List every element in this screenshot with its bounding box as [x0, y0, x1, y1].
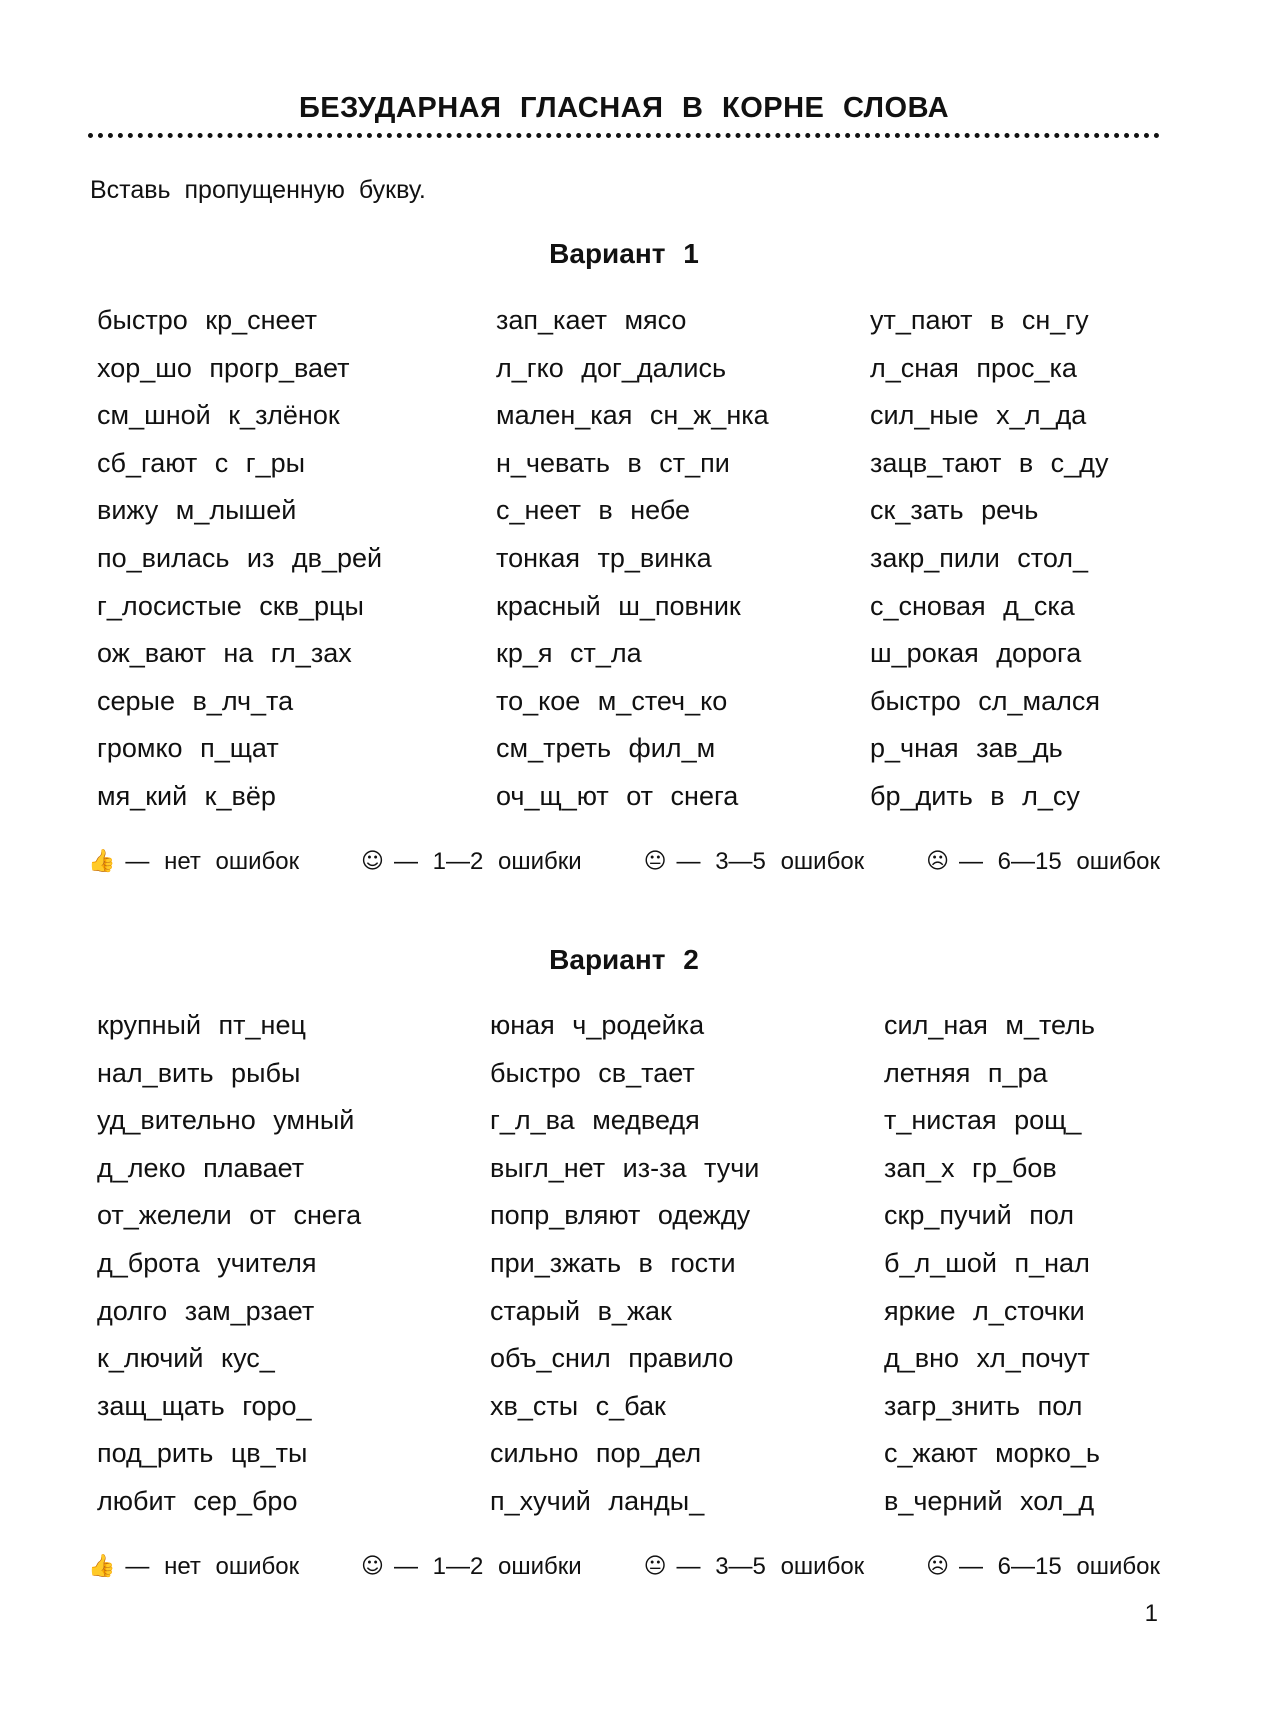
legend-item: [361, 1553, 582, 1581]
exercise-phrase: хор_шо прогр_вает: [97, 352, 350, 383]
variant-2-score-legend: [88, 1550, 1160, 1584]
exercise-phrase: кр_я ст_ла: [496, 638, 642, 669]
exercise-phrase: быстро кр_снеет: [97, 305, 318, 335]
exercise-phrase: г_лосистые скв_рцы: [97, 590, 364, 621]
sad-face-icon: ☹: [926, 849, 950, 874]
exercise-phrase: зап_х гр_бов: [884, 1152, 1057, 1183]
page-title: БЕЗУДАРНАЯ ГЛАСНАЯ В КОРНЕ СЛОВА: [298, 92, 950, 124]
exercise-phrase: объ_снил правило: [490, 1343, 734, 1374]
exercise-phrase: н_чевать в ст_пи: [496, 447, 730, 478]
exercise-phrase: сил_ные х_л_да: [870, 400, 1087, 431]
exercise-phrase: быстро св_тает: [490, 1057, 695, 1088]
exercise-phrase: яркие л_сточки: [884, 1295, 1085, 1326]
neutral-face-icon: 😐: [643, 1554, 667, 1579]
variant-2-column-1: [97, 1002, 361, 1526]
legend-text: — 3—5 ошибок: [676, 1553, 865, 1580]
legend-item: [88, 848, 299, 876]
exercise-phrase: тонкая тр_винка: [496, 542, 712, 573]
exercise-phrase: от_желели от снега: [97, 1200, 362, 1231]
legend-item: [926, 1553, 1160, 1581]
variant-2-column-2: [490, 1002, 759, 1526]
exercise-phrase: см_треть фил_м: [496, 733, 716, 764]
exercise-phrase: скр_пучий пол: [884, 1200, 1074, 1231]
exercise-phrase: т_нистая рощ_: [884, 1105, 1082, 1136]
exercise-phrase: к_лючий кус_: [97, 1343, 275, 1374]
legend-text: — нет ошибок: [125, 848, 300, 875]
exercise-phrase: с_жают морко_ь: [884, 1438, 1100, 1469]
exercise-phrase: закр_пили стол_: [870, 542, 1089, 573]
exercise-phrase: ож_вают на гл_зах: [97, 638, 352, 669]
exercise-phrase: с_неет в небе: [496, 495, 691, 526]
exercise-instruction: Вставь пропущенную букву.: [90, 176, 426, 204]
exercise-phrase: хв_сты с_бак: [490, 1390, 666, 1421]
exercise-phrase: п_хучий ланды_: [490, 1485, 705, 1516]
exercise-phrase: под_рить цв_ты: [97, 1438, 308, 1469]
exercise-phrase: д_брота учителя: [97, 1247, 317, 1278]
exercise-phrase: ш_рокая дорога: [870, 638, 1082, 669]
sad-face-icon: ☹: [926, 1554, 950, 1579]
legend-text: — 1—2 ошибки: [393, 1553, 582, 1580]
legend-item: [361, 848, 582, 876]
legend-item: [644, 848, 865, 876]
exercise-phrase: сильно пор_дел: [490, 1438, 702, 1469]
exercise-phrase: л_сная прос_ка: [870, 352, 1077, 383]
variant-1-column-2: [496, 297, 769, 821]
legend-text: — 6—15 ошибок: [959, 848, 1160, 875]
exercise-phrase: защ_щать горо_: [97, 1390, 312, 1421]
legend-text: — 6—15 ошибок: [959, 1553, 1160, 1580]
exercise-phrase: см_шной к_злёнок: [97, 400, 340, 431]
smiling-face-icon: ☺: [361, 1554, 384, 1579]
neutral-face-icon: 😐: [643, 849, 667, 874]
variant-2-heading: Вариант 2: [549, 944, 699, 975]
exercise-phrase: красный ш_повник: [496, 590, 741, 621]
variant-1-column-1: [97, 297, 382, 821]
smiling-face-icon: ☺: [361, 849, 384, 874]
exercise-phrase: оч_щ_ют от снега: [496, 780, 739, 811]
exercise-phrase: зап_кает мясо: [496, 305, 687, 335]
exercise-phrase: сил_ная м_тель: [884, 1010, 1095, 1040]
variant-1-column-3: [870, 297, 1108, 821]
exercise-phrase: сб_гают с г_ры: [97, 447, 306, 478]
exercise-phrase: громко п_щат: [97, 733, 279, 764]
exercise-phrase: л_гко дог_дались: [496, 352, 727, 383]
variant-2-column-3: [884, 1002, 1100, 1526]
exercise-phrase: попр_вляют одежду: [490, 1200, 751, 1231]
exercise-phrase: бр_дить в л_су: [870, 780, 1080, 811]
exercise-phrase: р_чная зав_дь: [870, 733, 1063, 764]
exercise-phrase: то_кое м_стеч_ко: [496, 685, 728, 716]
exercise-phrase: при_зжать в гости: [490, 1247, 736, 1278]
legend-text: — 3—5 ошибок: [676, 848, 865, 875]
exercise-phrase: серые в_лч_та: [97, 685, 294, 716]
exercise-phrase: любит сер_бро: [97, 1485, 298, 1516]
exercise-phrase: выгл_нет из-за тучи: [490, 1152, 760, 1183]
exercise-phrase: долго зам_рзает: [97, 1295, 315, 1326]
page-number: 1: [1144, 1600, 1158, 1627]
exercise-phrase: загр_знить пол: [884, 1390, 1083, 1421]
dotted-divider: [88, 133, 1160, 138]
exercise-phrase: мален_кая сн_ж_нка: [496, 400, 769, 431]
legend-item: [88, 1553, 299, 1581]
legend-text: — 1—2 ошибки: [393, 848, 582, 875]
variant-1-heading: Вариант 1: [549, 238, 699, 269]
thumbs-up-icon: 👍: [88, 849, 116, 874]
exercise-phrase: ск_зать речь: [870, 495, 1039, 526]
exercise-phrase: д_вно хл_почут: [884, 1343, 1090, 1374]
exercise-phrase: нал_вить рыбы: [97, 1057, 301, 1088]
exercise-phrase: д_леко плавает: [97, 1152, 305, 1183]
exercise-phrase: быстро сл_мался: [870, 685, 1100, 716]
exercise-phrase: юная ч_родейка: [490, 1010, 705, 1040]
exercise-phrase: мя_кий к_вёр: [97, 780, 276, 811]
exercise-phrase: вижу м_лышей: [97, 495, 297, 526]
legend-text: — нет ошибок: [125, 1553, 300, 1580]
exercise-phrase: зацв_тают в с_ду: [870, 447, 1109, 478]
exercise-phrase: в_черний хол_д: [884, 1485, 1095, 1516]
exercise-phrase: г_л_ва медведя: [490, 1105, 700, 1136]
exercise-phrase: по_вилась из дв_рей: [97, 542, 383, 573]
exercise-phrase: с_сновая д_ска: [870, 590, 1075, 621]
exercise-phrase: уд_вительно умный: [97, 1105, 355, 1136]
exercise-phrase: летняя п_ра: [884, 1057, 1048, 1088]
exercise-phrase: ут_пают в сн_гу: [870, 305, 1089, 335]
legend-item: [644, 1553, 865, 1581]
exercise-phrase: крупный пт_нец: [97, 1010, 306, 1040]
thumbs-up-icon: 👍: [88, 1554, 116, 1579]
exercise-phrase: б_л_шой п_нал: [884, 1247, 1090, 1278]
exercise-phrase: старый в_жак: [490, 1295, 672, 1326]
variant-1-score-legend: [88, 845, 1160, 879]
legend-item: [926, 848, 1160, 876]
